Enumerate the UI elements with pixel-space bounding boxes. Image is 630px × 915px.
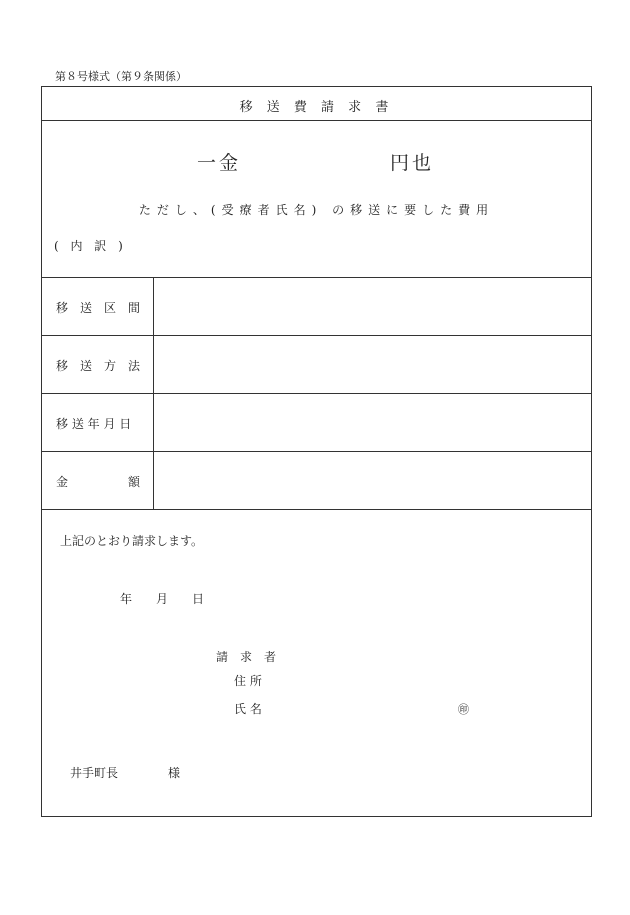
divider	[42, 120, 591, 121]
form-title: 移 送 費 請 求 書	[239, 100, 394, 115]
amount-value[interactable]	[252, 145, 382, 173]
row-label-transport-section: 移 送 区 間	[56, 301, 141, 315]
claim-statement: 上記のとおり請求します。	[60, 534, 204, 548]
claim-form	[41, 86, 592, 817]
row-label-transport-method: 移 送 方 法	[56, 359, 141, 373]
amount-prefix: 一金	[197, 152, 242, 174]
breakdown-label: ( 内 訳 )	[54, 239, 127, 253]
row-label-amount: 金 額	[56, 475, 141, 489]
addressee-name: 井手町長	[70, 766, 119, 780]
date-line: 年 月 日	[120, 592, 205, 606]
address-label: 住 所	[234, 674, 262, 688]
amount-field[interactable]	[154, 452, 591, 508]
divider	[42, 509, 591, 510]
addressee-honorific: 様	[168, 766, 181, 780]
claimant-heading: 請 求 者	[216, 650, 277, 664]
row-label-transport-date: 移 送 年 月 日	[56, 417, 132, 431]
amount-suffix: 円也	[390, 152, 435, 174]
form-caption: 第８号様式（第９条関係）	[55, 70, 187, 83]
purpose-note: ただし、(受療者氏名) の移送に要した費用	[138, 203, 495, 217]
transport-section-field[interactable]	[154, 278, 591, 334]
transport-method-field[interactable]	[154, 336, 591, 392]
transport-date-field[interactable]	[154, 394, 591, 450]
name-label: 氏 名	[234, 702, 262, 716]
seal-mark: ㊞	[458, 703, 469, 716]
